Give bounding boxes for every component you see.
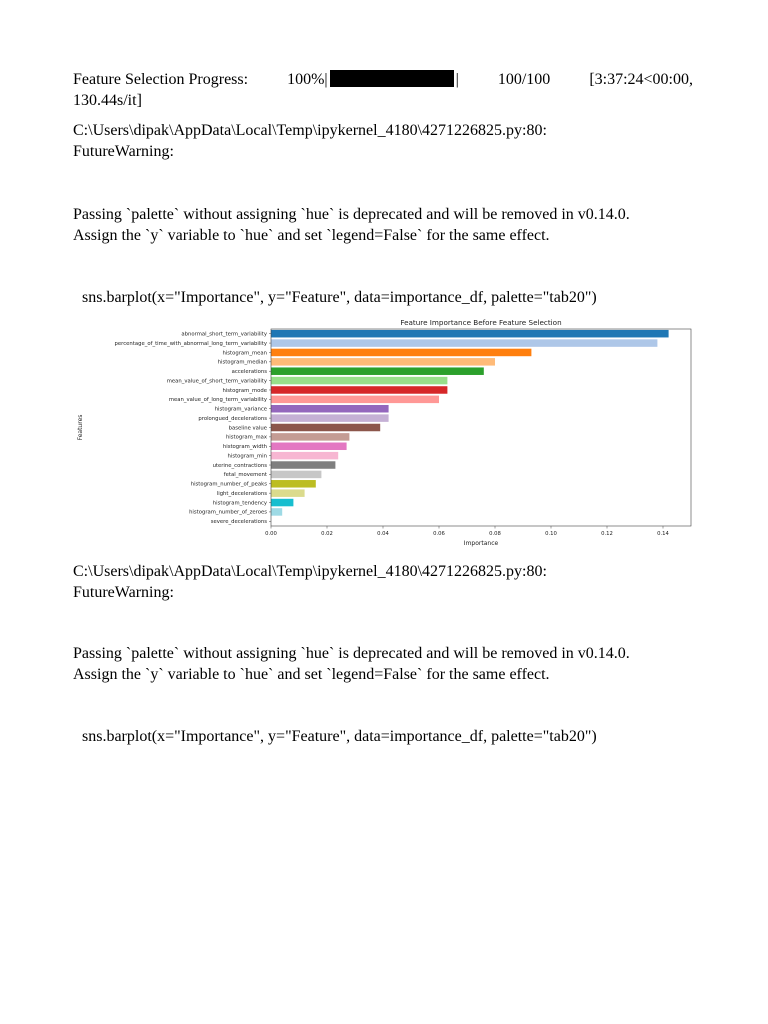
y-tick-label: mean_value_of_short_term_variability xyxy=(166,378,267,385)
bar-histogram-variance xyxy=(271,405,389,413)
x-tick-label: 0.10 xyxy=(545,531,557,537)
feature-importance-chart xyxy=(76,313,696,551)
x-tick-label: 0.08 xyxy=(489,531,501,537)
bar-accelerations xyxy=(271,367,484,375)
warning-message-1b: Assign the `y` variable to `hue` and set `legend=False` for the same effect. xyxy=(73,227,550,244)
chart-x-ticks xyxy=(265,526,669,537)
bar-prolongued-decelerations xyxy=(271,414,389,422)
progress-timing-a: [3:37:24<00:00, xyxy=(589,71,693,88)
warning-path-2: C:\Users\dipak\AppData\Local\Temp\ipykernel_4180\4271226825.py:80: xyxy=(73,563,547,580)
bar-uterine-contractions xyxy=(271,461,335,469)
progress-timing-b: 130.44s/it] xyxy=(73,92,142,109)
bar-histogram-mode xyxy=(271,386,447,394)
bar-light-decelerations xyxy=(271,489,305,497)
y-tick-label: histogram_median xyxy=(217,359,267,366)
progress-line xyxy=(73,69,693,90)
warning-message-2b: Assign the `y` variable to `hue` and set `legend=False` for the same effect. xyxy=(73,666,550,683)
bar-histogram-mean xyxy=(271,349,531,357)
y-tick-label: baseline value xyxy=(228,425,267,432)
warning-type-2: FutureWarning: xyxy=(73,584,174,601)
bar-histogram-min xyxy=(271,452,338,460)
y-tick-label: accelerations xyxy=(231,369,267,376)
warning-message-2a: Passing `palette` without assigning `hue` is deprecated and will be removed in v0.14.0. xyxy=(73,645,630,662)
chart-y-axis-label: Features xyxy=(77,414,84,441)
y-tick-label: histogram_mode xyxy=(222,387,267,394)
bar-percentage-of-time-with-abnormal-long-term-variability xyxy=(271,339,657,347)
x-tick-label: 0.14 xyxy=(657,531,669,537)
bar-histogram-number-of-zeroes xyxy=(271,508,282,516)
progress-bar-fill xyxy=(330,70,454,87)
progress-label: Feature Selection Progress: xyxy=(73,71,249,88)
y-tick-label: histogram_min xyxy=(227,453,267,460)
chart-x-axis-label: Importance xyxy=(463,540,499,547)
progress-percent-group xyxy=(287,69,459,90)
y-tick-label: histogram_number_of_zeroes xyxy=(189,509,267,516)
y-tick-label: light_decelerations xyxy=(216,490,267,497)
bar-mean-value-of-long-term-variability xyxy=(271,396,439,404)
progress-count: 100/100 xyxy=(497,71,551,88)
bar-histogram-median xyxy=(271,358,495,366)
y-tick-label: histogram_number_of_peaks xyxy=(190,481,267,488)
x-tick-label: 0.02 xyxy=(321,531,333,537)
y-tick-label: mean_value_of_long_term_variability xyxy=(168,397,267,404)
y-tick-label: uterine_contractions xyxy=(212,462,267,469)
warning-path-1: C:\Users\dipak\AppData\Local\Temp\ipykernel_4180\4271226825.py:80: xyxy=(73,122,547,139)
chart-bars xyxy=(271,330,669,516)
warning-code-1: sns.barplot(x="Importance", y="Feature", data=importance_df, palette="tab20") xyxy=(82,289,597,306)
progress-percent: 100%| xyxy=(287,71,328,88)
bar-histogram-number-of-peaks xyxy=(271,480,316,488)
warning-message-1a: Passing `palette` without assigning `hue` is deprecated and will be removed in v0.14.0. xyxy=(73,206,630,223)
y-tick-label: severe_decelerations xyxy=(210,519,267,526)
x-tick-label: 0.12 xyxy=(601,531,613,537)
bar-histogram-tendency xyxy=(271,499,293,507)
chart-title: Feature Importance Before Feature Selection xyxy=(400,318,562,327)
y-tick-label: histogram_max xyxy=(225,434,267,441)
chart-y-tick-labels xyxy=(115,331,271,525)
y-tick-label: histogram_mean xyxy=(222,350,267,357)
warning-type-1: FutureWarning: xyxy=(73,143,174,160)
progress-bar-end: | xyxy=(455,71,459,88)
y-tick-label: histogram_width xyxy=(222,444,267,451)
y-tick-label: abnormal_short_term_variability xyxy=(181,331,267,338)
bar-histogram-width xyxy=(271,443,347,451)
bar-fetal-movement xyxy=(271,471,321,479)
x-tick-label: 0.04 xyxy=(377,531,389,537)
y-tick-label: prolongued_decelerations xyxy=(198,415,267,422)
bar-histogram-max xyxy=(271,433,349,441)
y-tick-label: percentage_of_time_with_abnormal_long_term_variability xyxy=(114,340,267,347)
x-tick-label: 0.00 xyxy=(265,531,277,537)
y-tick-label: histogram_tendency xyxy=(212,500,267,507)
bar-abnormal-short-term-variability xyxy=(271,330,669,338)
y-tick-label: histogram_variance xyxy=(214,406,267,413)
bar-baseline-value xyxy=(271,424,380,432)
bar-mean-value-of-short-term-variability xyxy=(271,377,447,385)
y-tick-label: fetal_movement xyxy=(223,472,267,479)
x-tick-label: 0.06 xyxy=(433,531,445,537)
warning-code-2: sns.barplot(x="Importance", y="Feature", data=importance_df, palette="tab20") xyxy=(82,728,597,745)
